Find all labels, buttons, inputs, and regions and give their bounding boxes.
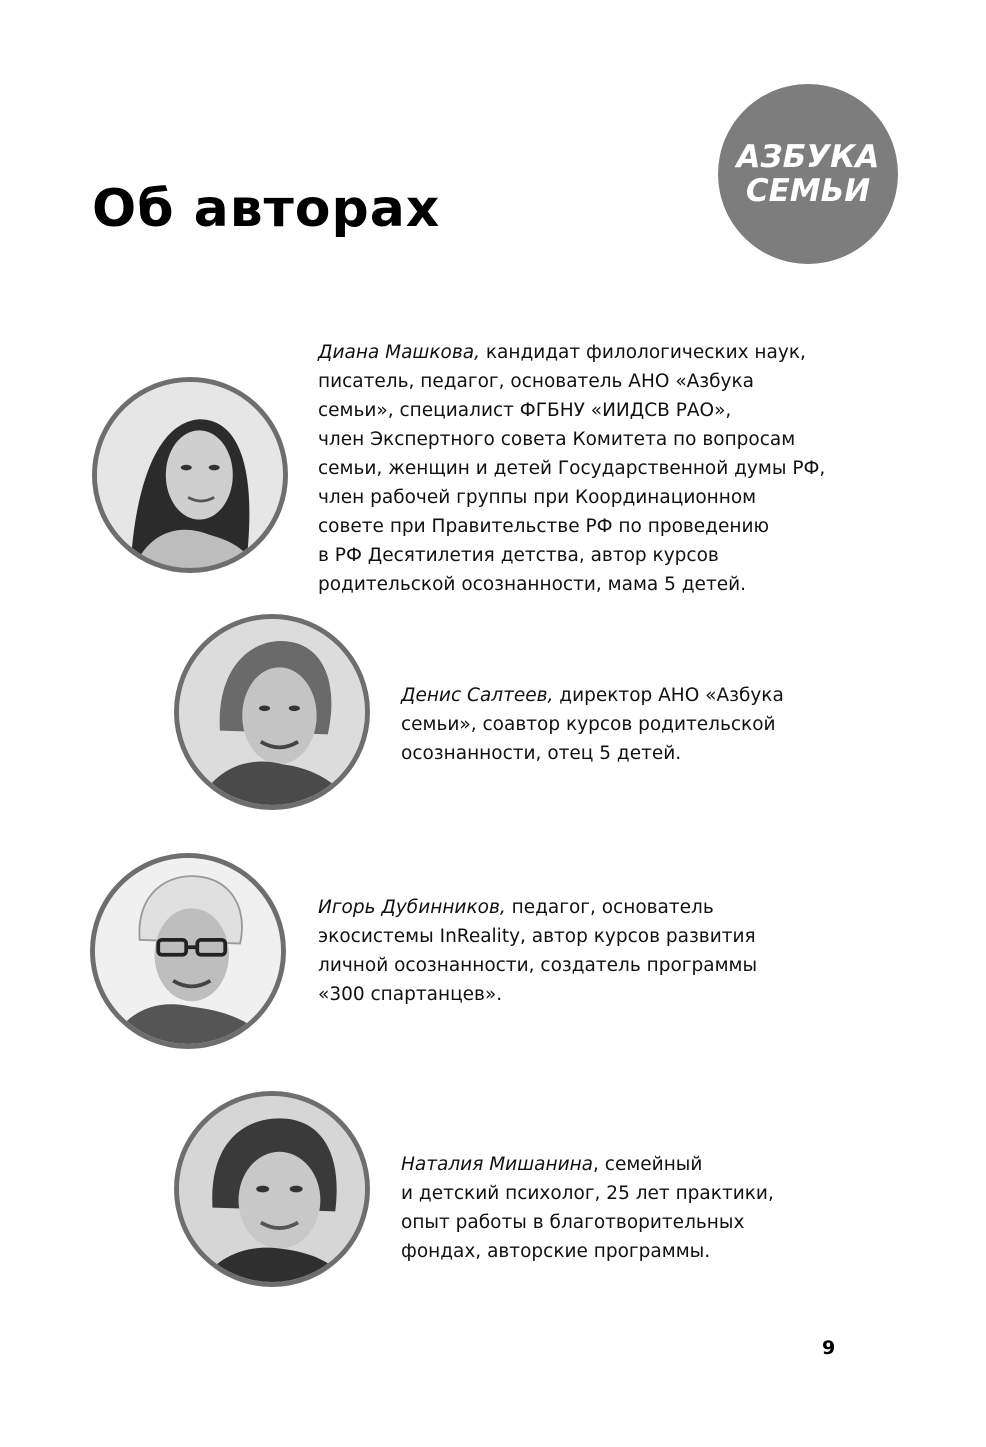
author-bio-mashkova (318, 338, 858, 599)
bio-line: совете при Правительстве РФ по проведению (318, 516, 770, 537)
bio-line: член Экспертного совета Комитета по вопросам (318, 429, 796, 450)
bio-line: и детский психолог, 25 лет практики, (401, 1183, 774, 1204)
author-name: Диана Машкова, (318, 342, 480, 363)
page-title: Об авторах (92, 179, 441, 239)
bio-line: педагог, основатель (505, 897, 714, 918)
bio-line: семьи», соавтор курсов родительской (401, 714, 776, 735)
bio-line: фондах, авторские программы. (401, 1241, 711, 1262)
bio-line: семьи, женщин и детей Государственной думы РФ, (318, 458, 826, 479)
bio-line: кандидат филологических наук, (479, 342, 806, 363)
series-badge (718, 84, 898, 264)
bio-line: директор АНО «Азбука (553, 685, 784, 706)
bio-line: писатель, педагог, основатель АНО «Азбука (318, 371, 754, 392)
bio-line: опыт работы в благотворительных (401, 1212, 745, 1233)
author-bio-dubinnikov (318, 893, 798, 1009)
author-bio-salteev (401, 681, 821, 768)
bio-line: семьи», специалист ФГБНУ «ИИДСВ РАО», (318, 400, 732, 421)
author-photo-salteev (174, 614, 370, 810)
bio-line: экосистемы InReality, автор курсов развития (318, 926, 756, 947)
author-photo-mishanina (174, 1091, 370, 1287)
bio-line: «300 спартанцев». (318, 984, 503, 1005)
author-name: Игорь Дубинников, (318, 897, 506, 918)
badge-line-1: АЗБУКА (736, 139, 880, 175)
bio-line: осознанности, отец 5 детей. (401, 743, 682, 764)
bio-line: родительской осознанности, мама 5 детей. (318, 574, 747, 595)
author-name: Наталия Мишанина (401, 1154, 594, 1175)
author-name: Денис Салтеев, (401, 685, 554, 706)
badge-line-2: СЕМЬИ (745, 173, 871, 209)
bio-line: в РФ Десятилетия детства, автор курсов (318, 545, 719, 566)
bio-line: личной осознанности, создатель программы (318, 955, 758, 976)
bio-line: , семейный (593, 1154, 703, 1175)
bio-line: член рабочей группы при Координационном (318, 487, 757, 508)
author-photo-dubinnikov (90, 853, 286, 1049)
author-photo-mashkova (92, 377, 288, 573)
author-bio-mishanina (401, 1150, 821, 1266)
page-number: 9 (822, 1337, 836, 1359)
